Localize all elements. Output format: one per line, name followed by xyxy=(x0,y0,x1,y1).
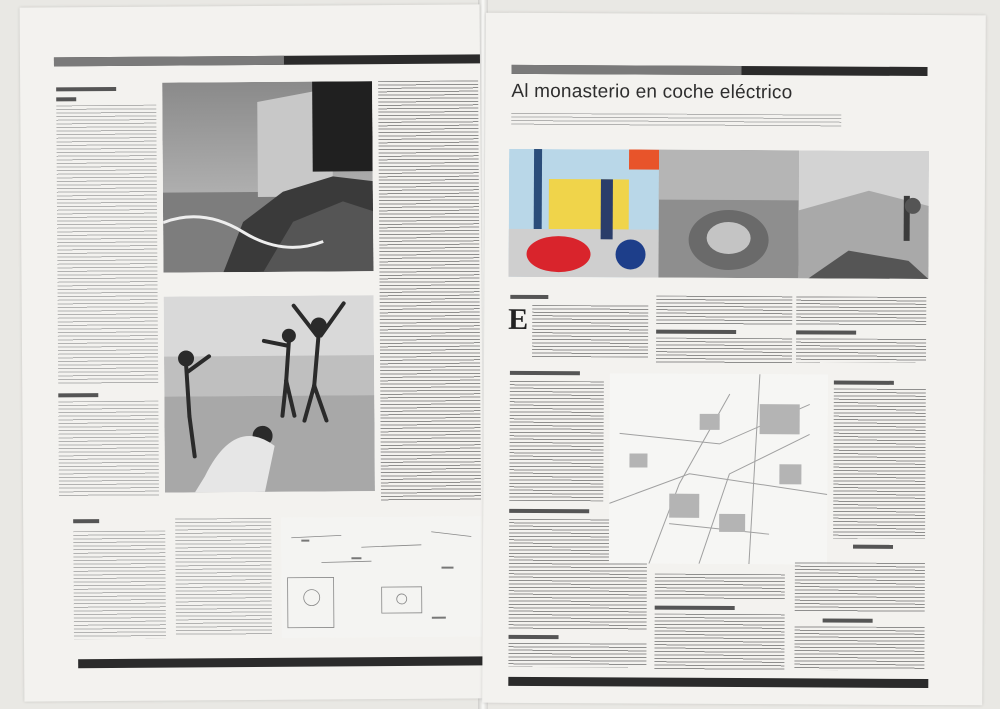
right-subhead-2 xyxy=(509,509,589,513)
left-subhead-1 xyxy=(58,393,98,397)
right-body-column-3b xyxy=(796,338,926,363)
left-box-head xyxy=(73,519,99,523)
site-map xyxy=(281,516,482,637)
left-byline xyxy=(56,87,116,91)
right-body-column-1 xyxy=(509,381,604,501)
right-body-column-2c xyxy=(655,574,785,601)
article-lede xyxy=(532,305,648,358)
site-map-icon xyxy=(281,516,482,637)
left-body-column-1b xyxy=(58,401,159,498)
beach-dancers-photo-icon xyxy=(164,295,375,492)
right-body-column-2 xyxy=(656,296,792,327)
left-column-head xyxy=(56,97,76,101)
travel-photo-strip-icon xyxy=(508,149,929,279)
beach-dancers-photo xyxy=(164,295,375,492)
sea-fortress-photo xyxy=(162,81,373,272)
article-deck xyxy=(511,113,841,129)
left-box-column-2 xyxy=(175,518,272,637)
right-body-column-3e xyxy=(794,626,924,671)
left-page xyxy=(20,4,485,701)
right-section-label xyxy=(511,65,741,75)
sea-fortress-photo-icon xyxy=(162,81,373,272)
travel-photo-strip xyxy=(508,149,929,279)
right-footer-rule xyxy=(508,677,928,688)
left-section-label xyxy=(54,56,284,67)
right-body-column-3c xyxy=(833,389,926,539)
right-body-column-2d xyxy=(654,614,784,671)
right-subhead-9 xyxy=(823,618,873,622)
right-subhead-3 xyxy=(509,635,559,639)
right-body-column-3 xyxy=(796,296,926,327)
street-map-icon xyxy=(609,373,828,564)
article-dropcap: E xyxy=(508,302,529,336)
left-box-column-1 xyxy=(73,531,166,640)
right-subhead-1 xyxy=(510,371,580,375)
right-subhead-6 xyxy=(834,381,894,385)
left-body-column-3 xyxy=(378,80,481,501)
right-body-column-1c xyxy=(508,643,646,668)
right-subhead-7 xyxy=(853,545,893,549)
left-body-column-1 xyxy=(56,105,158,386)
right-byline xyxy=(510,295,548,299)
right-subhead-5 xyxy=(796,330,856,334)
right-body-column-2b xyxy=(656,338,792,365)
article-headline: Al monasterio en coche eléctrico xyxy=(511,80,793,104)
street-map xyxy=(609,373,828,564)
right-page xyxy=(482,13,986,706)
right-subhead-8 xyxy=(655,606,735,610)
right-body-column-3d xyxy=(795,562,925,613)
left-footer-rule xyxy=(78,656,484,668)
right-subhead-4 xyxy=(656,330,736,334)
